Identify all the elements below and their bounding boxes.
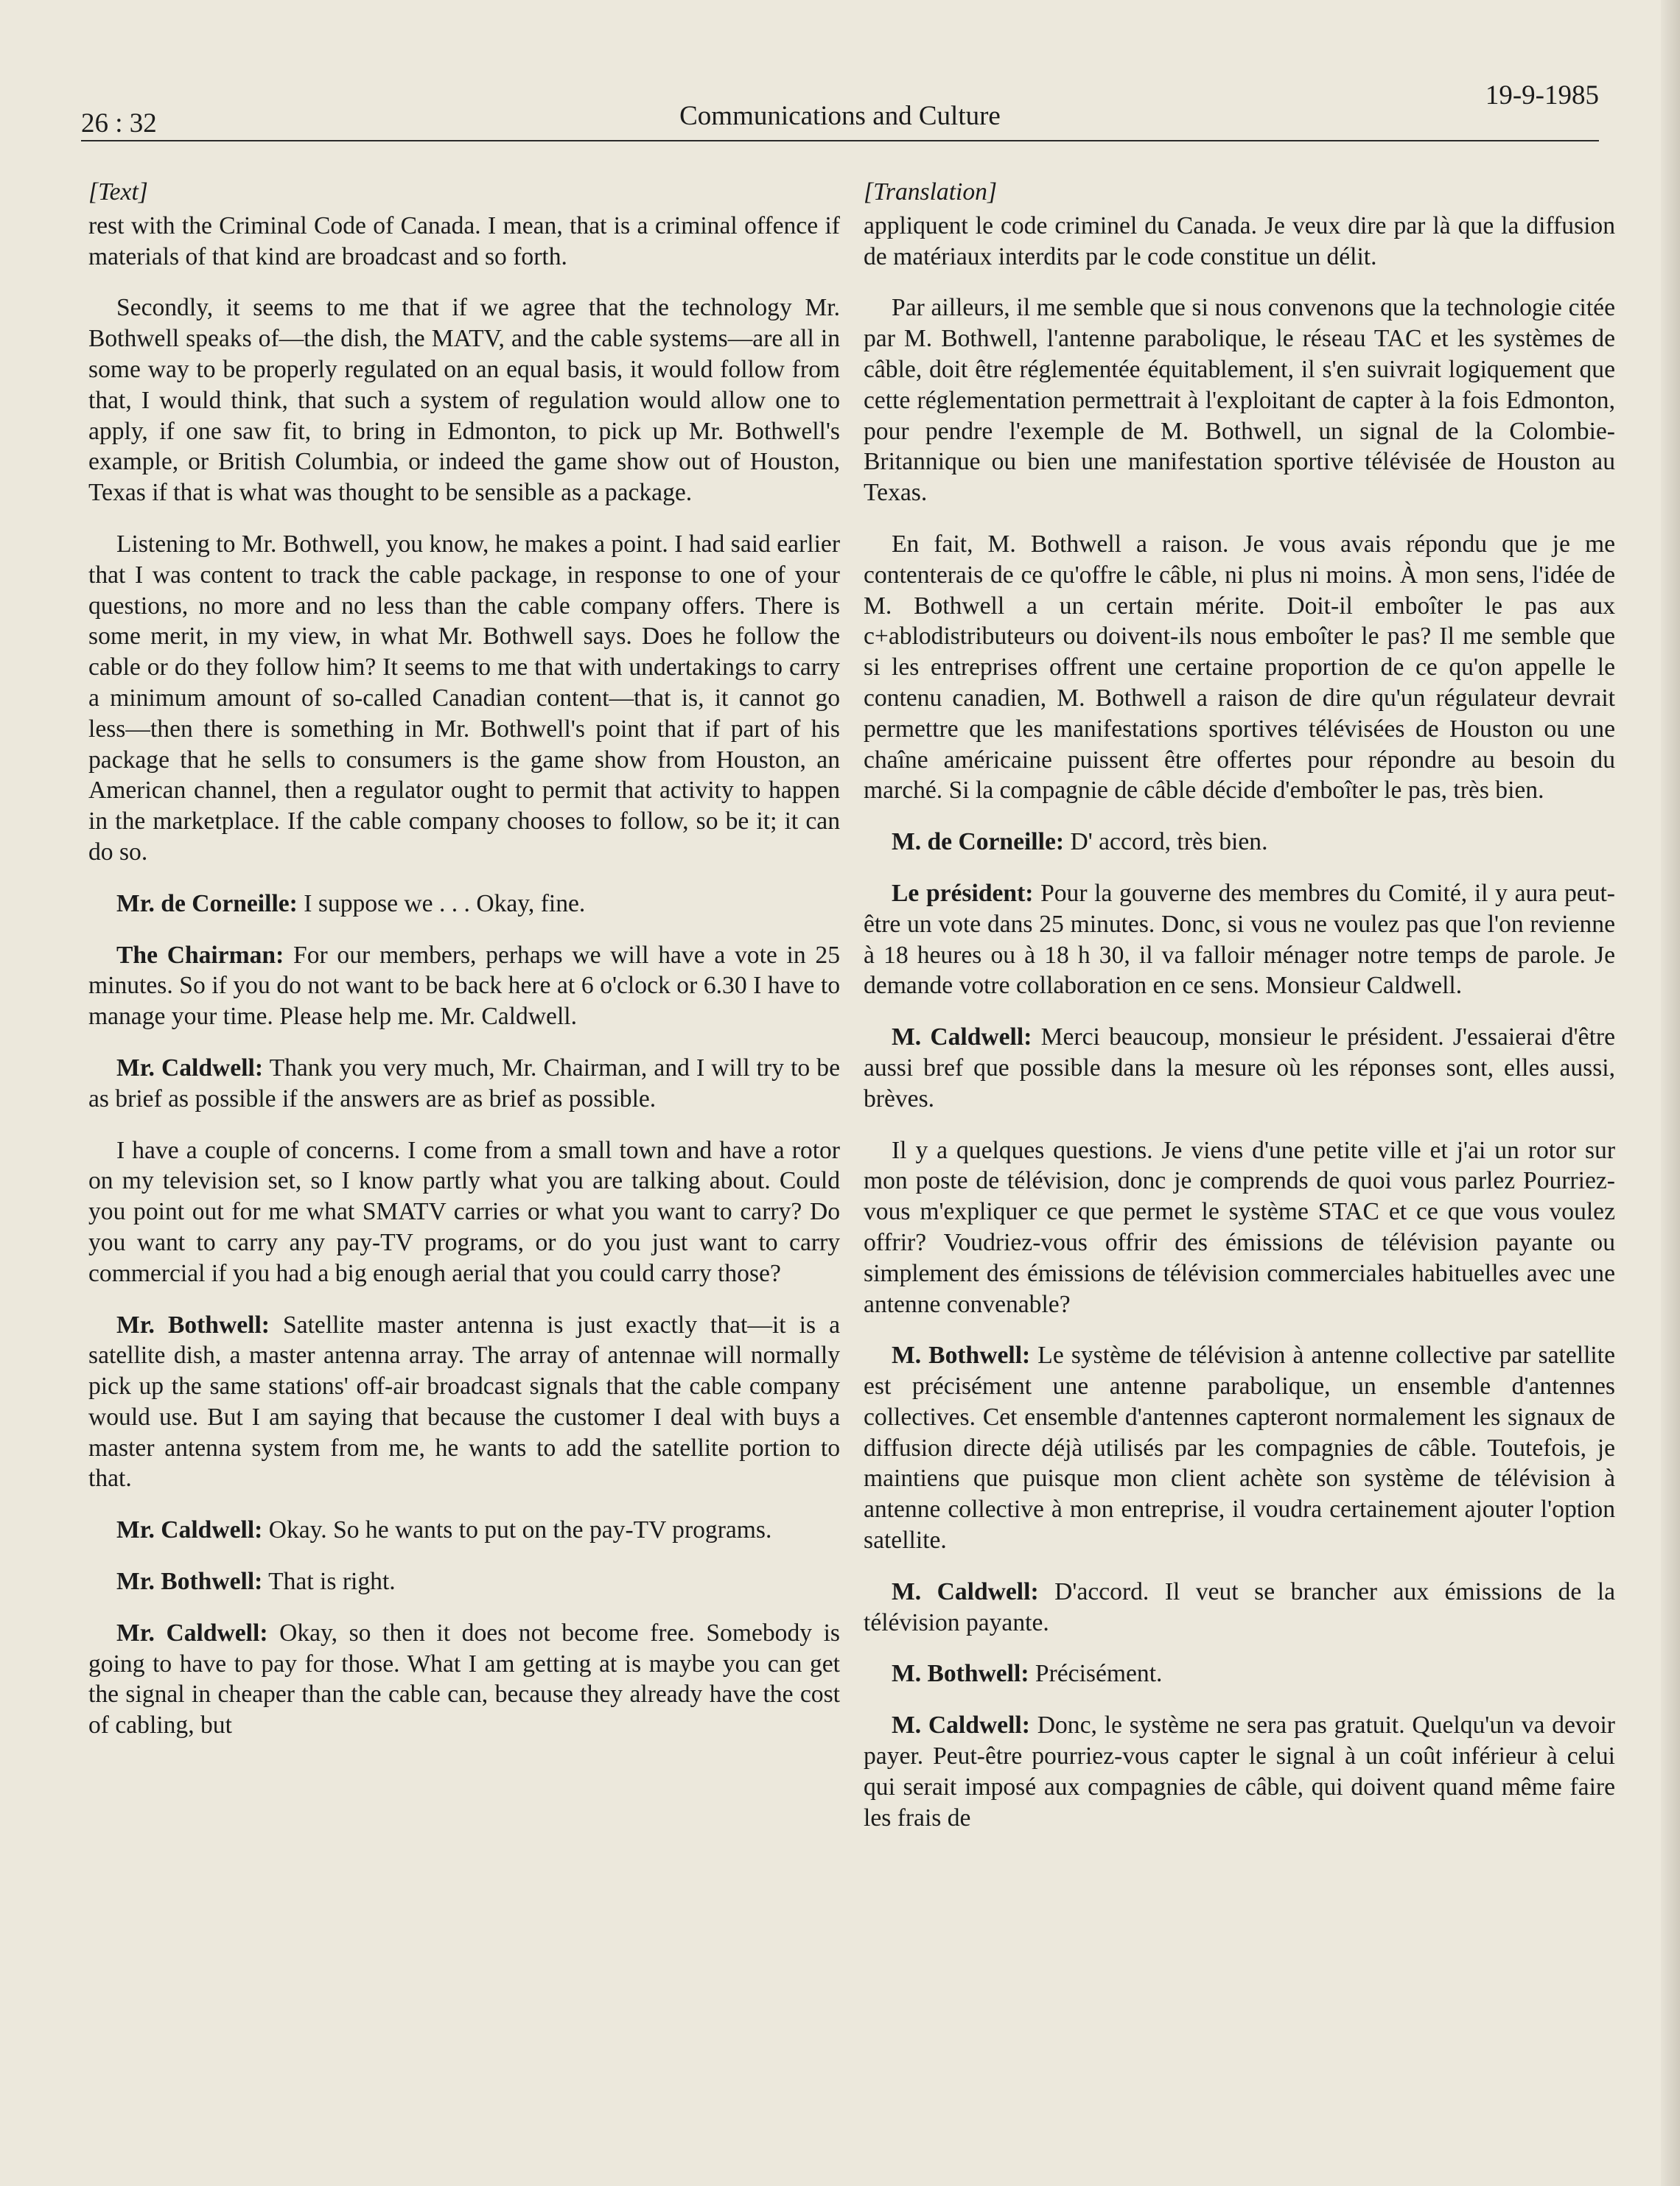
speaker-name: M. Caldwell:	[892, 1023, 1032, 1051]
paragraph: rest with the Criminal Code of Canada. I mean, that is a criminal offence if materials of that kind are broadcast and so forth.	[88, 211, 840, 270]
speech-text: Donc, le système ne sera pas gratuit. Quelqu'un va devoir payer. Peut-être pourriez-vous capter le signal à un coût inférieur à celui qui serait imposé aux compagnies de câble, qui doivent quand même faire les frais de	[864, 1712, 1615, 1832]
speaker-name: M. Bothwell:	[892, 1342, 1031, 1370]
paragraph: Listening to Mr. Bothwell, you know, he makes a point. I had said earlier that I was content to track the cable package, in response to one of your questions, no more and no less than the cable company offers. There is some merit, in my view, in what Mr. Bothwell says. Does he follow the cable or do they follow him? It seems to me that with undertakings to carry a minimum amount of so-called Canadian content—that is, it cannot go less—then there is something in Mr. Bothwell's point that if part of his package that he sells to consumers is the game show from Houston, an American channel, then a regulator ought to permit that activity to happen in the marketplace. If the cable company chooses to follow, so be it; it can do so.	[88, 530, 840, 866]
speech-text: That is right.	[262, 1568, 396, 1596]
text-label: [Text]	[88, 178, 148, 206]
paragraph: Il y a quelques questions. Je viens d'une petite ville et j'ai un rotor sur mon poste de télévision, donc je comprends de quoi vous parlez Pourriez-vous m'expliquer ce que permet le système STAC et ce que vous voulez offrir? Voudriez-vous offrir des émissions de télévision payante ou simplement des émissions de télévision commerciales habituelles avec une antenne convenable?	[864, 1136, 1615, 1318]
speech-text: Okay. So he wants to put on the pay-TV programs.	[262, 1516, 772, 1544]
speaker-paragraph	[88, 889, 840, 919]
speaker-name: M. Caldwell:	[892, 1712, 1030, 1740]
speaker-paragraph	[864, 1710, 1615, 1833]
speech-text: Thank you very much, Mr. Chairman, and I will try to be as brief as possible if the answers are as brief as possible.	[88, 1054, 840, 1113]
speaker-paragraph	[88, 1566, 840, 1597]
running-title: Communications and Culture	[679, 101, 1001, 131]
speaker-name: M. Caldwell:	[892, 1577, 1039, 1605]
speech-text: I suppose we . . . Okay, fine.	[297, 889, 586, 917]
speaker-name: Mr. Bothwell:	[116, 1568, 263, 1596]
speech-text: Merci beaucoup, monsieur le président. J'essaierai d'être aussi bref que possible dans la mesure où les réponses sont, elles aussi, brèves.	[864, 1023, 1615, 1113]
speaker-name: M. de Corneille:	[892, 828, 1065, 856]
speaker-name: Mr. Caldwell:	[116, 1516, 263, 1544]
speaker-paragraph	[88, 1053, 840, 1115]
speaker-name: Le président:	[892, 879, 1034, 907]
speech-text: For our members, perhaps we will have a vote in 25 minutes. So if you do not want to be back here at 6 o'clock or 6.30 I have to manage your time. Please help me. Mr. Caldwell.	[88, 941, 840, 1031]
speaker-paragraph	[864, 1577, 1615, 1639]
page-binding-shadow	[1661, 0, 1680, 2186]
paragraph: I have a couple of concerns. I come from a small town and have a rotor on my television set, so I know partly what you are talking about. Could you point out for me what SMATV carries or what you want to carry? Do you want to carry any pay-TV programs, or do you just want to carry commercial if you had a big enough aerial that you could carry those?	[88, 1136, 840, 1287]
header-rule	[81, 140, 1599, 141]
speech-text: Pour la gouverne des membres du Comité, il y aura peut-être un vote dans 25 minutes. Donc, si vous ne voulez pas que l'on revienne à 18 heures ou à 18 h 30, il va falloir ménager notre temps de parole. Je demande votre collaboration en ce sens. Monsieur Caldwell.	[864, 879, 1615, 1000]
speaker-name: Mr. de Corneille:	[116, 889, 298, 917]
paragraph: Secondly, it seems to me that if we agree that the technology Mr. Bothwell speaks of—the dish, the MATV, and the cable systems—are all in some way to be properly regulated on an equal basis, it would follow from that, I would think, that such a system of regulation would allow one to apply, if one saw fit, to bring in Edmonton, to pick up Mr. Bothwell's example, or British Columbia, or indeed the game show out of Houston, Texas if that is what was thought to be sensible as a package.	[88, 294, 840, 507]
speech-text: D' accord, très bien.	[1064, 828, 1268, 856]
speaker-paragraph	[864, 1022, 1615, 1114]
speech-text: Le système de télévision à antenne collective par satellite est précisément une antenne parabolique, un ensemble d'antennes collectives. Cet ensemble d'antennes capteront normalement les signaux de diffusion directe déjà utilisés par les compagnies de câble. Toutefois, je maintiens que puisque mon client achète son système de télévision à antenne collective à mon entreprise, il voudra certainement ajouter l'option satellite.	[864, 1342, 1615, 1555]
speaker-paragraph	[864, 1340, 1615, 1556]
page-number: 26 : 32	[81, 108, 157, 139]
speaker-name: M. Bothwell:	[892, 1660, 1029, 1688]
paragraph: appliquent le code criminel du Canada. Je veux dire par là que la diffusion de matériaux interdits par le code constitue un délit.	[864, 211, 1615, 270]
speaker-paragraph	[88, 1515, 840, 1546]
paragraph: Par ailleurs, il me semble que si nous convenons que la technologie citée par M. Bothwell, l'antenne parabolique, le réseau TAC et les systèmes de câble, doit être réglementée équitablement, il s'en suivrait logiquement que cette réglementation permettrait à l'exploitant de capter à la fois Edmonton, pour pendre l'exemple de M. Bothwell, un signal de la Colombie-Britannique ou bien une manifestation sportive télévisée de Houston au Texas.	[864, 294, 1615, 507]
header-date: 19-9-1985	[1485, 80, 1599, 111]
speaker-paragraph	[88, 1310, 840, 1495]
speech-text: Satellite master antenna is just exactly that—it is a satellite dish, a master antenna array. The array of antennae will normally pick up the same stations' off-air broadcast signals that the cable company would use. But I am saying that because the customer I deal with buys a master antenna system from me, he wants to add the satellite portion to that.	[88, 1311, 840, 1493]
speaker-name: Mr. Caldwell:	[116, 1619, 268, 1647]
speaker-paragraph	[864, 878, 1615, 1001]
speaker-paragraph	[864, 1658, 1615, 1689]
speaker-name: Mr. Caldwell:	[116, 1054, 264, 1082]
page-header	[81, 71, 1599, 141]
speech-text: D'accord. Il veut se brancher aux émissions de la télévision payante.	[864, 1577, 1615, 1636]
speaker-paragraph	[864, 827, 1615, 858]
speaker-name: The Chairman:	[116, 941, 284, 969]
paragraph: En fait, M. Bothwell a raison. Je vous avais répondu que je me contenterais de ce qu'offre le câble, ni plus ni moins. À mon sens, l'idée de M. Bothwell a un certain mérite. Doit-il emboîter le pas aux c+ablodistributeurs ou doivent-ils nous emboîter le pas? Il me semble que si les entreprises offrent une certaine proportion de ce qu'on appelle le contenu canadien, M. Bothwell a raison de dire qu'un régulateur devrait permettre que les manifestations sportives télévisées de Houston ou une chaîne américaine puissent être offertes pour répondre au besoin du marché. Si la compagnie de câble décide d'emboîter le pas, très bien.	[864, 530, 1615, 805]
speech-text: Précisément.	[1029, 1660, 1163, 1688]
speaker-paragraph	[88, 940, 840, 1032]
french-column	[864, 177, 1615, 1854]
speaker-name: Mr. Bothwell:	[116, 1311, 270, 1339]
translation-label: [Translation]	[864, 178, 998, 206]
english-column	[88, 177, 840, 1762]
speaker-paragraph	[88, 1618, 840, 1741]
speech-text: Okay, so then it does not become free. Somebody is going to have to pay for those. What I am getting at is maybe you can get the signal in cheaper than the cable can, because they already have the cost of cabling, but	[88, 1619, 840, 1740]
